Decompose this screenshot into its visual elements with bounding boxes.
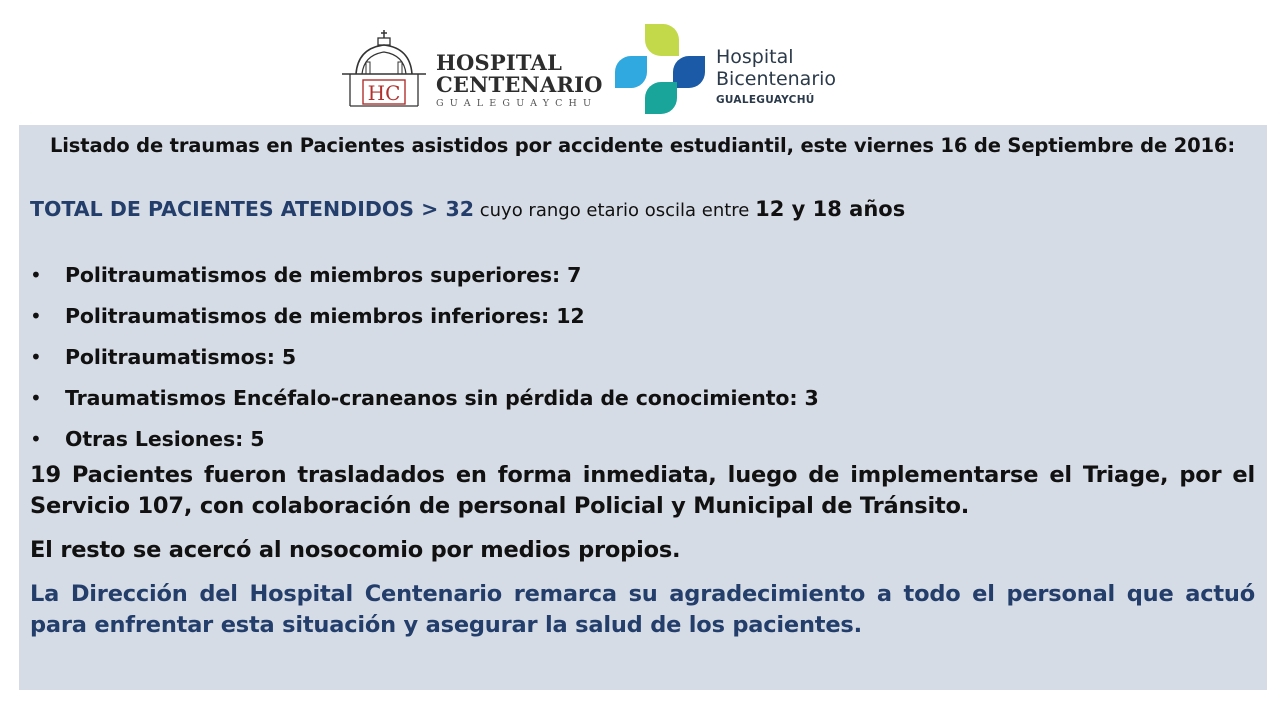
hospital-building-emblem-icon xyxy=(340,28,432,110)
bc-wordmark xyxy=(716,46,836,106)
trauma-list xyxy=(30,255,1255,460)
hc-city: GUALEGUAYCHU xyxy=(436,98,598,109)
hospital-bicentenario-logo xyxy=(613,22,853,117)
hc-name-line1: HOSPITAL xyxy=(436,50,563,75)
transfer-paragraph: 19 Pacientes fueron trasladados en forma inmediata, luego de implementarse el Triage, por el Servicio 107, con colaboración de personal Policial y Municipal de Tránsito. xyxy=(30,462,1255,519)
list-item-text: Traumatismos Encéfalo-craneanos sin pérdida de conocimiento: 3 xyxy=(65,386,819,410)
age-range: 12 y 18 años xyxy=(755,197,906,221)
hc-wordmark xyxy=(436,52,603,109)
list-item xyxy=(30,378,1255,419)
bullet-icon: • xyxy=(30,263,42,287)
list-item-text: Otras Lesiones: 5 xyxy=(65,427,265,451)
list-item xyxy=(30,337,1255,378)
intro-heading: Listado de traumas en Pacientes asistidos por accidente estudiantil, este viernes 16 de Septiembre de 2016: xyxy=(50,134,1235,157)
list-item-text: Politraumatismos de miembros superiores: 7 xyxy=(65,263,582,287)
self-arrival-paragraph: El resto se acercó al nosocomio por medios propios. xyxy=(30,537,681,563)
bullet-icon: • xyxy=(30,304,42,328)
hc-initials: HC xyxy=(367,81,401,105)
acknowledgement-paragraph: La Dirección del Hospital Centenario remarca su agradecimiento a todo el personal que actuó para enfrentar esta situación y asegurar la salud de los pacientes. xyxy=(30,581,1255,638)
bc-name-line1: Hospital xyxy=(716,46,794,68)
hospital-centenario-logo xyxy=(340,28,603,114)
bullet-icon: • xyxy=(30,345,42,369)
content-panel xyxy=(19,125,1267,690)
list-item xyxy=(30,255,1255,296)
total-label: TOTAL DE PACIENTES ATENDIDOS > 32 xyxy=(30,197,475,221)
bullet-icon: • xyxy=(30,386,42,410)
bc-city: GUALEGUAYCHÚ xyxy=(716,94,815,106)
header xyxy=(0,0,1280,125)
bullet-icon: • xyxy=(30,427,42,451)
list-item xyxy=(30,419,1255,460)
total-rest: cuyo rango etario oscila entre xyxy=(474,200,756,221)
bc-name-line2: Bicentenario xyxy=(716,68,837,90)
bicentenario-petals-icon xyxy=(613,22,709,117)
list-item-text: Politraumatismos de miembros inferiores: 12 xyxy=(65,304,585,328)
total-patients-line xyxy=(30,195,1255,225)
list-item-text: Politraumatismos: 5 xyxy=(65,345,297,369)
list-item xyxy=(30,296,1255,337)
hc-name-line2: CENTENARIO xyxy=(436,72,603,97)
